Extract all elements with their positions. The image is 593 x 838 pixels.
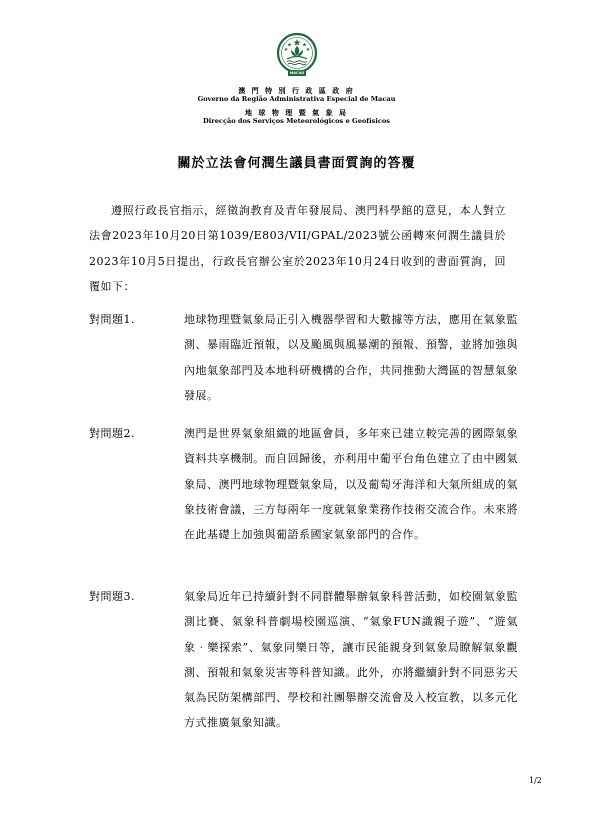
answer-label: 對問題1. — [89, 313, 135, 326]
emblem-label: MACAU — [289, 71, 305, 75]
answer-label: 對問題2. — [89, 427, 135, 440]
answer-text: 澳門是世界氣象組織的地區會員，多年來已建立較完善的國際氣象資料共享機制。而自回歸後，亦利用中葡平台角色建立了由中國氣象局、澳門地球物理暨氣象局，以及葡萄牙海洋和大氣所組成的氣象技術會議，三方每兩年一度就氣象業務作技術交流合作。未來將在此基礎上加強與葡語系國家氣象部門的合作。 — [184, 427, 518, 542]
government-name-pt: Governo da Região Administrativa Especial de Macau — [197, 95, 396, 103]
government-name-zh: 澳 門 特 別 行 政 區 政 府 — [238, 86, 355, 95]
bureau-name-pt: Direcção dos Serviços Meteorológicos e Geofísicos — [203, 117, 390, 125]
answer-text: 氣象局近年已持續針對不同群體舉辦氣象科普活動，如校園氣象監測比賽、氣象科普劇場校園巡演、“氣象FUN識親子遊”、“遊氣象‧樂探索”、氣象同樂日等，讓市民能親身到氣象局瞭解氣象觀測、預報和氣象災害等科普知識。此外，亦將繼續針對不同惡劣天氣為民防架構部門、學校和社團舉辦交流會及入校宣教，以多元化方式推廣氣象知識。 — [184, 590, 518, 730]
intro-paragraph: 遵照行政長官指示，經徵詢教育及青年發展局、澳門科學館的意見，本人對立法會2023年10月20日第1039/E803/VII/GPAL/2023號公函轉來何潤生議員於2023年10月5日提出，行政長官辦公室於2023年10月24日收到的書面質詢，回覆如下： — [89, 204, 506, 293]
bureau-name-zh: 地 球 物 理 暨 氣 象 局 — [244, 108, 349, 117]
page-number: 1/2 — [529, 776, 542, 785]
answer-label: 對問題3. — [89, 590, 135, 603]
document-title: 關於立法會何潤生議員書面質詢的答覆 — [177, 156, 416, 171]
answer-text: 地球物理暨氣象局正引入機器學習和大數據等方法，應用在氣象監測、暴雨臨近預報，以及颱風與風暴潮的預報、預警，並將加強與內地氣象部門及本地科研機構的合作，共同推動大灣區的智慧氣象發展。 — [184, 313, 518, 402]
